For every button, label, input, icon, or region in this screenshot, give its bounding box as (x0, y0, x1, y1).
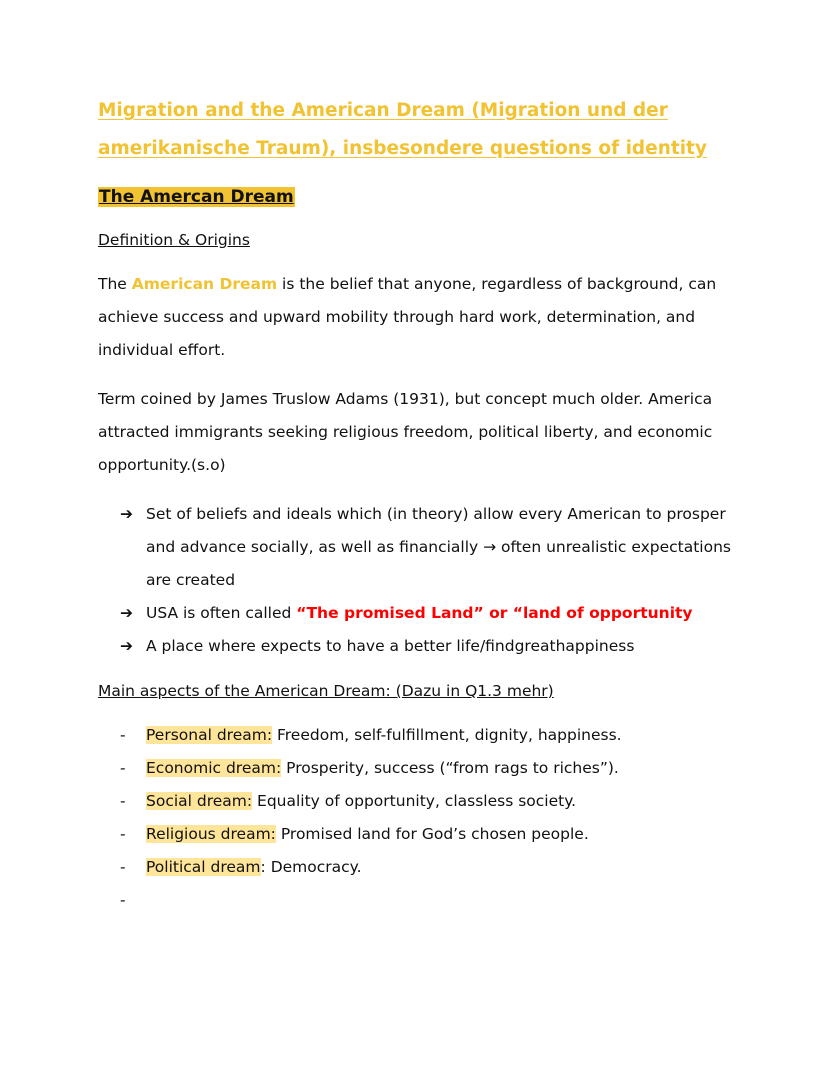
arrow-bullet-item (98, 597, 738, 630)
arrow-bullet-text-before: USA is often called (146, 604, 297, 622)
document-page (98, 92, 738, 917)
arrow-bullet-icon: ➔ (120, 637, 133, 655)
dash-bullet: - (120, 825, 126, 843)
para1-after: is the belief that anyone, regardless of background, can achieve success and upward mobility through hard work, determination, and individual effort. (98, 275, 717, 359)
aspect-item (98, 851, 738, 884)
dash-bullet: - (120, 726, 126, 744)
aspect-label: Political dream (146, 858, 261, 876)
arrow-bullet-item (98, 498, 738, 597)
aspect-text: : Democracy. (260, 858, 362, 876)
dash-bullet: - (120, 891, 126, 909)
aspect-text: Promised land for God’s chosen people. (275, 825, 589, 843)
aspect-label: Social dream: (146, 792, 253, 810)
arrow-bullet-text: A place where expects to have a better life/findgreathappiness (146, 637, 635, 655)
para1-before: The (98, 275, 132, 293)
empty-aspect-item (98, 884, 738, 917)
aspect-item (98, 818, 738, 851)
dash-bullet: - (120, 759, 126, 777)
definition-paragraph-2: Term coined by James Truslow Adams (1931), but concept much older. America attracted immigrants seeking religious freedom, political liberty, and economic opportunity.(s.o) (98, 390, 713, 474)
aspect-label: Personal dream: (146, 726, 273, 744)
aspects-heading: Main aspects of the American Dream: (Dazu in Q1.3 mehr) (98, 682, 554, 700)
aspects-list (98, 719, 738, 917)
aspect-item (98, 785, 738, 818)
arrow-bullet-icon: ➔ (120, 604, 133, 622)
aspect-item (98, 752, 738, 785)
arrow-bullet-text: Set of beliefs and ideals which (in theory) allow every American to prosper and advance socially, as well as financially → often unrealistic expectations are created (146, 505, 731, 589)
aspect-label: Religious dream: (146, 825, 276, 843)
dash-bullet: - (120, 858, 126, 876)
aspect-label: Economic dream: (146, 759, 282, 777)
arrow-bullet-list (98, 498, 738, 663)
definition-paragraph-1 (98, 268, 738, 367)
arrow-bullet-item (98, 630, 738, 663)
aspect-text: Freedom, self-fulfillment, dignity, happiness. (272, 726, 622, 744)
definition-heading: Definition & Origins (98, 231, 250, 249)
section-heading-text: The Amercan Dream (99, 187, 294, 207)
aspect-text: Equality of opportunity, classless society. (252, 792, 577, 810)
section-heading (98, 182, 738, 212)
dash-bullet: - (120, 792, 126, 810)
promised-land-highlight: “The promised Land” or “land of opportunity (296, 604, 693, 622)
american-dream-highlight: American Dream (131, 275, 278, 293)
arrow-bullet-icon: ➔ (120, 505, 133, 523)
aspect-text: Prosperity, success (“from rags to riches”). (281, 759, 619, 777)
document-title: Migration and the American Dream (Migration und der amerikanische Traum), insbesondere questions of identity (98, 100, 707, 159)
aspect-item (98, 719, 738, 752)
